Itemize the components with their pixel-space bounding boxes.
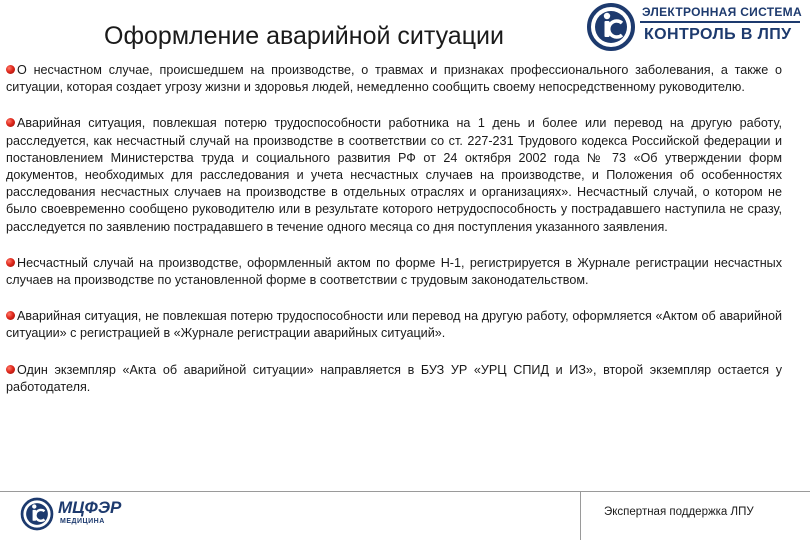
brand-logo-top (586, 2, 806, 54)
paragraph-text: Аварийная ситуация, повлекшая потерю трудоспособности работника на 1 день и более или перевод на другую работу, расследуется, как несчастный случай на производстве в соответствии со ст. 227-231 Трудового кодекса Российской федерации и постановлением Министерства труда и социального развития РФ от 24 октября 2002 года № 73 «Об утверждении форм документов, необходимых для расследования и учета несчастных случаев на производстве, и Положения об особенностях расследования несчастных случаев на производстве в отдельных отраслях и организациях». Несчастный случай, о котором не было своевременно сообщено руководителю или в результате которого нетрудоспособность у пострадавшего наступила не сразу, расследуется по заявлению пострадавшего в течение одного месяца со дня поступления указанного заявления. (6, 116, 782, 234)
brand-logo-bottom (20, 497, 160, 535)
paragraph-text: Несчастный случай на производстве, оформленный актом по форме Н-1, регистрируется в Журнале регистрации несчастных случаев на производстве по установленной форме в соответствии с трудовым законодательством. (6, 255, 782, 288)
bullet-icon (6, 258, 15, 267)
footer-rule (0, 491, 810, 492)
paragraph-3 (6, 255, 782, 289)
brand-divider (640, 21, 800, 23)
paragraph-text: Аварийная ситуация, не повлекшая потерю трудоспособности или перевод на другую работу, оформляется «Актом об аварийной ситуации» с регистрацией в «Журнале регистрации аварийных ситуаций». (6, 309, 782, 341)
footer-text: Экспертная поддержка ЛПУ (604, 506, 754, 518)
paragraph-5 (6, 362, 782, 396)
bullet-icon (6, 311, 15, 320)
footer-divider (580, 491, 581, 540)
brand-line-1: ЭЛЕКТРОННАЯ СИСТЕМА (642, 5, 802, 19)
slide-title: Оформление аварийной ситуации (104, 22, 504, 50)
brand-emblem-small-icon (20, 497, 54, 531)
paragraph-2 (6, 115, 782, 235)
bullet-icon (6, 118, 15, 127)
paragraph-text: О несчастном случае, происшедшем на производстве, о травмах и признаках профессионального заболевания, а также о ситуации, которая создает угрозу жизни и здоровья людей, немедленно сообщить своему непосредственному руководителю. (6, 63, 782, 95)
paragraph-1 (6, 62, 782, 96)
brand-subtitle: МЕДИЦИНА (60, 518, 105, 525)
paragraph-text: Один экземпляр «Акта об аварийной ситуации» направляется в БУЗ УР «УРЦ СПИД и ИЗ», второй экземпляр остается у работодателя. (6, 362, 782, 394)
bullet-icon (6, 365, 15, 374)
bullet-icon (6, 65, 15, 74)
brand-line-2: КОНТРОЛЬ В ЛПУ (644, 26, 792, 43)
paragraph-4 (6, 308, 782, 342)
brand-emblem-icon (586, 2, 636, 52)
content-body (6, 62, 782, 415)
brand-name: МЦФЭР (58, 498, 122, 517)
